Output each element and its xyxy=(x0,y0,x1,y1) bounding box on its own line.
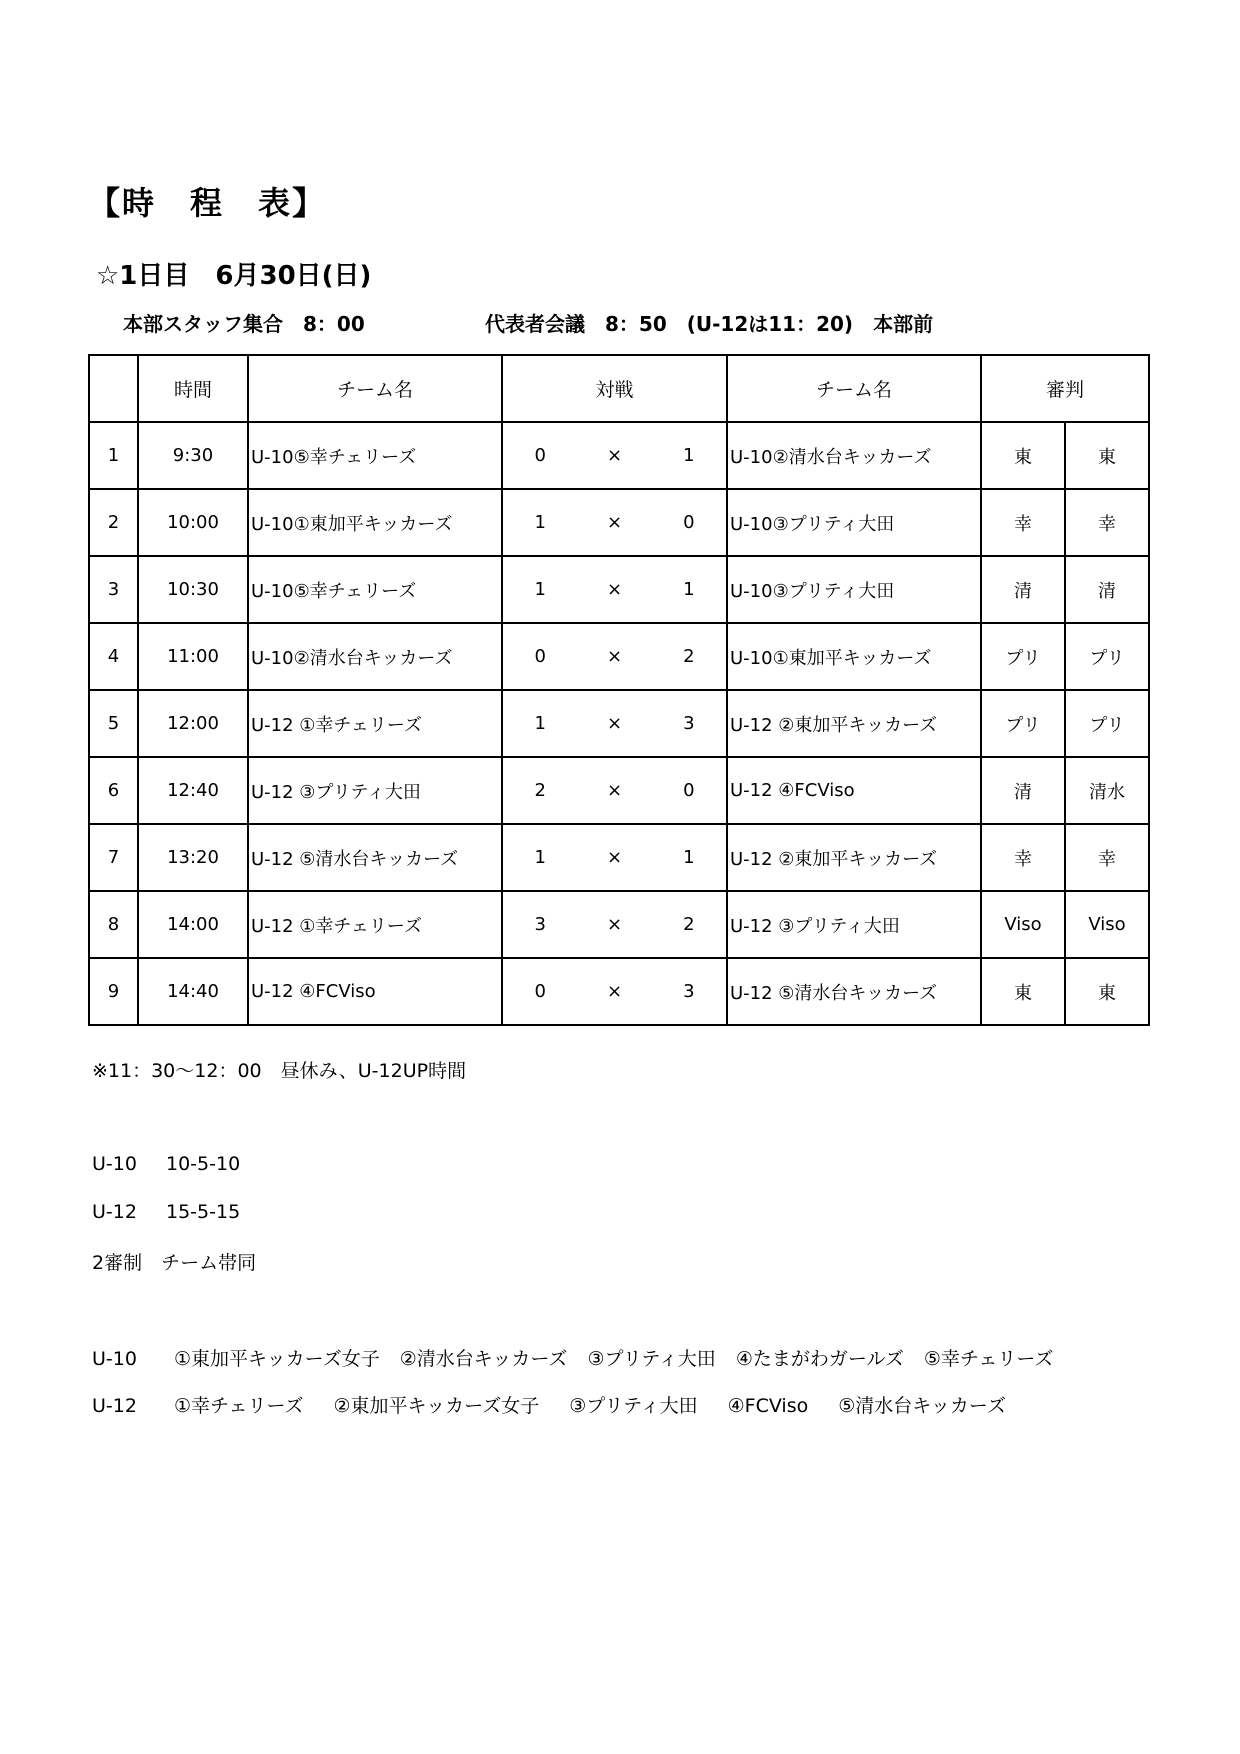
score-b: 1 xyxy=(683,847,695,868)
team-b-name: U-12 ③プリティ大田 xyxy=(727,891,981,958)
team-a-name: U-12 ③プリティ大田 xyxy=(248,757,502,824)
rule-u10 xyxy=(92,1153,240,1175)
match-number: 8 xyxy=(89,891,138,958)
team-a-name: U-12 ④FCViso xyxy=(248,958,502,1025)
match-number: 4 xyxy=(89,623,138,690)
team-list-label: U-10 xyxy=(92,1348,137,1370)
team-b-name: U-10③プリティ大田 xyxy=(727,556,981,623)
match-score xyxy=(502,556,727,623)
score-a: 3 xyxy=(534,914,546,935)
score-a: 1 xyxy=(534,512,546,533)
table-row xyxy=(89,891,1149,958)
title-bracket-close: 】 xyxy=(292,184,327,222)
vs-mark: × xyxy=(606,713,623,734)
vs-mark: × xyxy=(606,512,623,533)
team-list-item: ④たまがわガールズ xyxy=(735,1348,904,1370)
referee-2: 清水 xyxy=(1065,757,1149,824)
match-time: 14:00 xyxy=(138,891,248,958)
match-number: 5 xyxy=(89,690,138,757)
header-team-a: チーム名 xyxy=(248,355,502,422)
match-score xyxy=(502,690,727,757)
team-b-name: U-12 ②東加平キッカーズ xyxy=(727,824,981,891)
match-time: 10:30 xyxy=(138,556,248,623)
rule-label: U-10 xyxy=(92,1153,137,1175)
table-header-row xyxy=(89,355,1149,422)
referee-1: 清 xyxy=(981,556,1065,623)
score-b: 0 xyxy=(683,780,695,801)
match-time: 10:00 xyxy=(138,489,248,556)
match-score xyxy=(502,958,727,1025)
lunch-note: ※11：30～12：00 昼休み、U-12UP時間 xyxy=(92,1060,467,1082)
match-time: 12:00 xyxy=(138,690,248,757)
table-row xyxy=(89,556,1149,623)
referee-1: Viso xyxy=(981,891,1065,958)
score-a: 1 xyxy=(534,579,546,600)
score-a: 0 xyxy=(534,646,546,667)
table-row xyxy=(89,824,1149,891)
referee-1: プリ xyxy=(981,623,1065,690)
referee-2: 東 xyxy=(1065,422,1149,489)
day-heading: ☆1日目 6月30日(日) xyxy=(96,261,372,291)
score-a: 0 xyxy=(534,445,546,466)
team-list-item: ③プリティ大田 xyxy=(587,1348,716,1370)
table-row xyxy=(89,489,1149,556)
title-char-2: 程 xyxy=(190,184,225,222)
table-row xyxy=(89,958,1149,1025)
vs-mark: × xyxy=(606,981,623,1002)
match-score xyxy=(502,757,727,824)
referee-1: 清 xyxy=(981,757,1065,824)
page-title xyxy=(88,178,326,224)
score-b: 3 xyxy=(683,713,695,734)
vs-mark: × xyxy=(606,579,623,600)
team-list-label: U-12 xyxy=(92,1395,137,1417)
table-row xyxy=(89,757,1149,824)
team-b-name: U-10③プリティ大田 xyxy=(727,489,981,556)
rule-value: 15-5-15 xyxy=(166,1201,241,1223)
referee-2: 幸 xyxy=(1065,824,1149,891)
match-score xyxy=(502,422,727,489)
staff-meeting-time: 本部スタッフ集合 8：00 xyxy=(123,312,365,336)
table-row xyxy=(89,690,1149,757)
referee-1: 幸 xyxy=(981,489,1065,556)
match-number: 1 xyxy=(89,422,138,489)
team-list-u10 xyxy=(92,1344,1152,1371)
referee-1: 東 xyxy=(981,958,1065,1025)
match-score xyxy=(502,623,727,690)
table-row xyxy=(89,422,1149,489)
representative-meeting-time: 代表者会議 8：50 (U-12は11：20) 本部前 xyxy=(485,312,934,336)
team-a-name: U-12 ⑤清水台キッカーズ xyxy=(248,824,502,891)
referee-2: 幸 xyxy=(1065,489,1149,556)
team-list-u12 xyxy=(92,1391,1152,1418)
score-b: 2 xyxy=(683,914,695,935)
score-a: 1 xyxy=(534,713,546,734)
team-b-name: U-10②清水台キッカーズ xyxy=(727,422,981,489)
team-list-item: ⑤清水台キッカーズ xyxy=(838,1395,1006,1417)
match-number: 6 xyxy=(89,757,138,824)
table-row xyxy=(89,623,1149,690)
header-time: 時間 xyxy=(138,355,248,422)
title-char-1: 時 xyxy=(122,184,157,222)
team-b-name: U-12 ⑤清水台キッカーズ xyxy=(727,958,981,1025)
score-b: 1 xyxy=(683,579,695,600)
match-number: 3 xyxy=(89,556,138,623)
vs-mark: × xyxy=(606,914,623,935)
score-b: 3 xyxy=(683,981,695,1002)
match-score xyxy=(502,891,727,958)
team-list-item: ②東加平キッカーズ女子 xyxy=(333,1395,540,1417)
team-a-name: U-12 ①幸チェリーズ xyxy=(248,690,502,757)
referee-rule: 2審制 チーム帯同 xyxy=(92,1252,257,1274)
match-time: 13:20 xyxy=(138,824,248,891)
team-a-name: U-10②清水台キッカーズ xyxy=(248,623,502,690)
referee-2: 東 xyxy=(1065,958,1149,1025)
title-char-3: 表 xyxy=(258,184,293,222)
team-list-item: ②清水台キッカーズ xyxy=(399,1348,568,1370)
header-no xyxy=(89,355,138,422)
title-bracket-open: 【 xyxy=(88,184,123,222)
vs-mark: × xyxy=(606,646,623,667)
vs-mark: × xyxy=(606,847,623,868)
referee-2: プリ xyxy=(1065,623,1149,690)
match-time: 12:40 xyxy=(138,757,248,824)
referee-1: 東 xyxy=(981,422,1065,489)
score-b: 2 xyxy=(683,646,695,667)
referee-1: 幸 xyxy=(981,824,1065,891)
team-list-item: ④FCViso xyxy=(727,1395,809,1417)
referee-2: プリ xyxy=(1065,690,1149,757)
team-a-name: U-10⑤幸チェリーズ xyxy=(248,422,502,489)
header-referee: 審判 xyxy=(981,355,1149,422)
schedule-table xyxy=(88,354,1150,1026)
team-b-name: U-10①東加平キッカーズ xyxy=(727,623,981,690)
match-score xyxy=(502,489,727,556)
score-b: 1 xyxy=(683,445,695,466)
team-b-name: U-12 ④FCViso xyxy=(727,757,981,824)
match-number: 7 xyxy=(89,824,138,891)
rule-value: 10-5-10 xyxy=(166,1153,241,1175)
team-list-item: ⑤幸チェリーズ xyxy=(923,1348,1054,1370)
vs-mark: × xyxy=(606,445,623,466)
score-a: 0 xyxy=(534,981,546,1002)
rule-label: U-12 xyxy=(92,1201,137,1223)
team-b-name: U-12 ②東加平キッカーズ xyxy=(727,690,981,757)
score-a: 2 xyxy=(534,780,546,801)
team-a-name: U-10①東加平キッカーズ xyxy=(248,489,502,556)
referee-2: Viso xyxy=(1065,891,1149,958)
match-time: 11:00 xyxy=(138,623,248,690)
team-list-item: ①東加平キッカーズ女子 xyxy=(174,1348,380,1370)
header-team-b: チーム名 xyxy=(727,355,981,422)
team-a-name: U-10⑤幸チェリーズ xyxy=(248,556,502,623)
score-b: 0 xyxy=(683,512,695,533)
match-number: 2 xyxy=(89,489,138,556)
referee-1: プリ xyxy=(981,690,1065,757)
team-list-item: ③プリティ大田 xyxy=(569,1395,698,1417)
header-match: 対戦 xyxy=(502,355,727,422)
team-a-name: U-12 ①幸チェリーズ xyxy=(248,891,502,958)
referee-2: 清 xyxy=(1065,556,1149,623)
match-time: 14:40 xyxy=(138,958,248,1025)
rule-u12 xyxy=(92,1201,240,1223)
vs-mark: × xyxy=(606,780,623,801)
score-a: 1 xyxy=(534,847,546,868)
team-list-item: ①幸チェリーズ xyxy=(174,1395,304,1417)
match-time: 9:30 xyxy=(138,422,248,489)
match-number: 9 xyxy=(89,958,138,1025)
match-score xyxy=(502,824,727,891)
